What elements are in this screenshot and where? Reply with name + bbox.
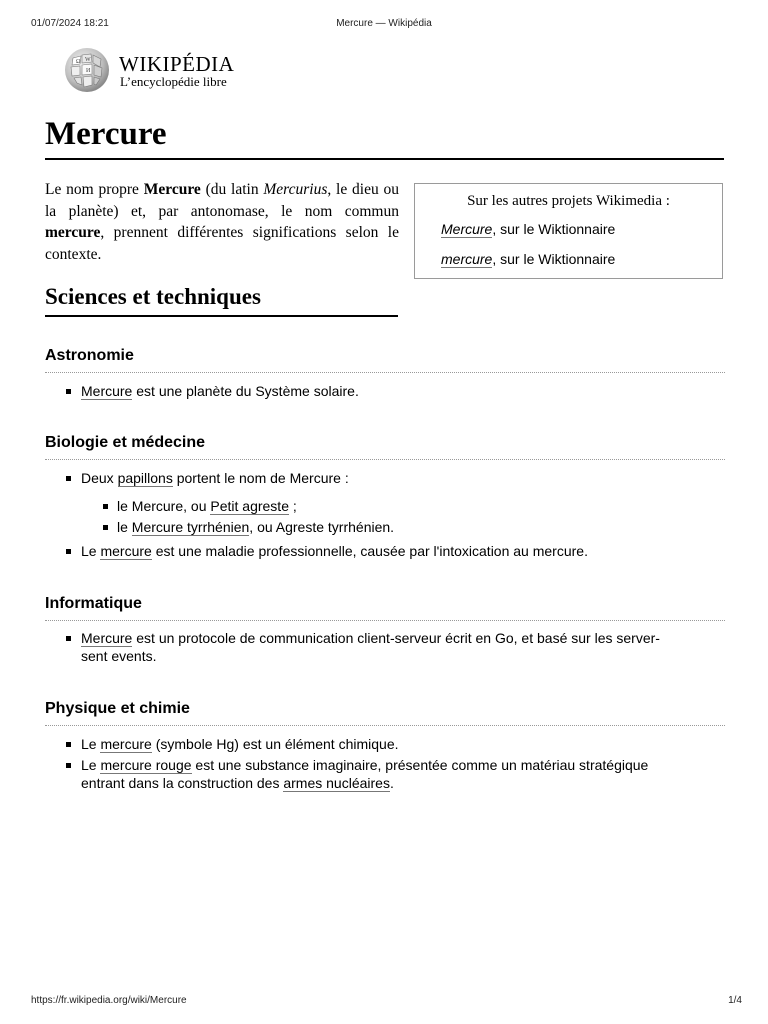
link-papillons[interactable]: papillons (117, 470, 173, 486)
bullet-icon (103, 525, 108, 530)
section-heading: Sciences et techniques (45, 283, 398, 317)
link-mercure-maladie[interactable]: mercure (100, 543, 152, 559)
list-item (81, 629, 721, 665)
list-item (81, 382, 359, 400)
list-item-text: le Mercure, ou (117, 498, 211, 514)
list-item-text: (symbole Hg) est un élément chimique. (151, 736, 399, 752)
list-item-text: est une planète du Système solaire. (132, 383, 359, 399)
wiktionary-link-mercure-lower (441, 251, 615, 267)
link-armes-nucleaires[interactable]: armes nucléaires (283, 775, 390, 791)
list-item (81, 469, 349, 487)
wiktionary-link-term[interactable]: Mercure (441, 221, 493, 237)
svg-text:Ω: Ω (76, 59, 81, 65)
wiktionary-link-term[interactable]: mercure (441, 251, 493, 267)
list-item-text: sent events. (81, 648, 157, 664)
list-item-text: Deux (81, 470, 118, 486)
list-item-text: ; (288, 498, 297, 514)
intro-bold-mercure-common: mercure (45, 224, 101, 241)
intro-paragraph (45, 179, 399, 265)
link-mercure-element[interactable]: mercure (100, 736, 152, 752)
subsection-astronomie: Astronomie (45, 346, 725, 373)
page-title: Mercure (45, 112, 724, 160)
bullet-icon (66, 636, 71, 641)
logo-wordmark: WIKIPÉDIA (119, 52, 235, 76)
list-item-text: Le (81, 736, 101, 752)
intro-text-3: , le dieu ou la planète) et, par antonomase, le nom commun (45, 181, 399, 220)
print-page-number: 1/4 (728, 995, 742, 1006)
intro-italic-mercurius: Mercurius (263, 181, 328, 198)
link-mercure-protocole[interactable]: Mercure (81, 630, 133, 646)
list-item-text: Le (81, 543, 101, 559)
link-petit-agreste[interactable]: Petit agreste (210, 498, 289, 514)
list-item-text: Le (81, 757, 101, 773)
list-item-text: le (117, 519, 132, 535)
list-item-text: , ou Agreste tyrrhénien. (249, 519, 395, 535)
bullet-icon (66, 476, 71, 481)
sister-projects-title: Sur les autres projets Wikimedia : (467, 193, 670, 209)
bullet-icon (66, 763, 71, 768)
print-datetime: 01/07/2024 18:21 (31, 18, 109, 29)
sister-projects-box (414, 183, 723, 279)
list-item-text: portent le nom de Mercure : (172, 470, 349, 486)
intro-bold-mercure: Mercure (143, 181, 201, 198)
bullet-icon (103, 504, 108, 509)
link-mercure-tyrrhenien[interactable]: Mercure tyrrhénien (131, 519, 250, 535)
list-item (81, 735, 399, 753)
wiktionary-link-mercure (441, 221, 615, 237)
svg-text:W: W (85, 57, 91, 63)
bullet-icon (66, 549, 71, 554)
print-url: https://fr.wikipedia.org/wiki/Mercure (31, 995, 187, 1006)
bullet-icon (66, 389, 71, 394)
intro-text-2: (du latin (200, 181, 264, 198)
intro-text-1: Le nom propre (45, 181, 144, 198)
subsection-informatique: Informatique (45, 594, 725, 621)
wiktionary-link-rest: , sur le Wiktionnaire (492, 251, 616, 267)
wikipedia-logo[interactable] (63, 46, 263, 96)
link-mercure-planete[interactable]: Mercure (81, 383, 133, 399)
list-item (117, 497, 297, 515)
subsection-biologie: Biologie et médecine (45, 433, 725, 460)
link-mercure-rouge[interactable]: mercure rouge (100, 757, 192, 773)
list-item (81, 756, 721, 792)
logo-tagline: L’encyclopédie libre (120, 74, 227, 89)
bullet-icon (66, 742, 71, 747)
list-item-text: est un protocole de communication client-serveur écrit en Go, et basé sur les server- (132, 630, 660, 646)
list-item-text: . (389, 775, 394, 791)
list-item (117, 518, 394, 536)
subsection-physique: Physique et chimie (45, 699, 725, 726)
svg-text:И: И (86, 68, 91, 74)
list-item (81, 542, 588, 560)
list-item-text: est une substance imaginaire, présentée comme un matériau stratégique (191, 757, 649, 773)
intro-text-4: , prennent différentes significations selon le contexte. (45, 224, 399, 263)
print-page-title: Mercure — Wikipédia (336, 18, 432, 29)
list-item-text: entrant dans la construction des (81, 775, 284, 791)
wiktionary-link-rest: , sur le Wiktionnaire (492, 221, 616, 237)
wikipedia-globe-icon (63, 46, 111, 94)
list-item-text: est une maladie professionnelle, causée par l'intoxication au mercure. (151, 543, 588, 559)
